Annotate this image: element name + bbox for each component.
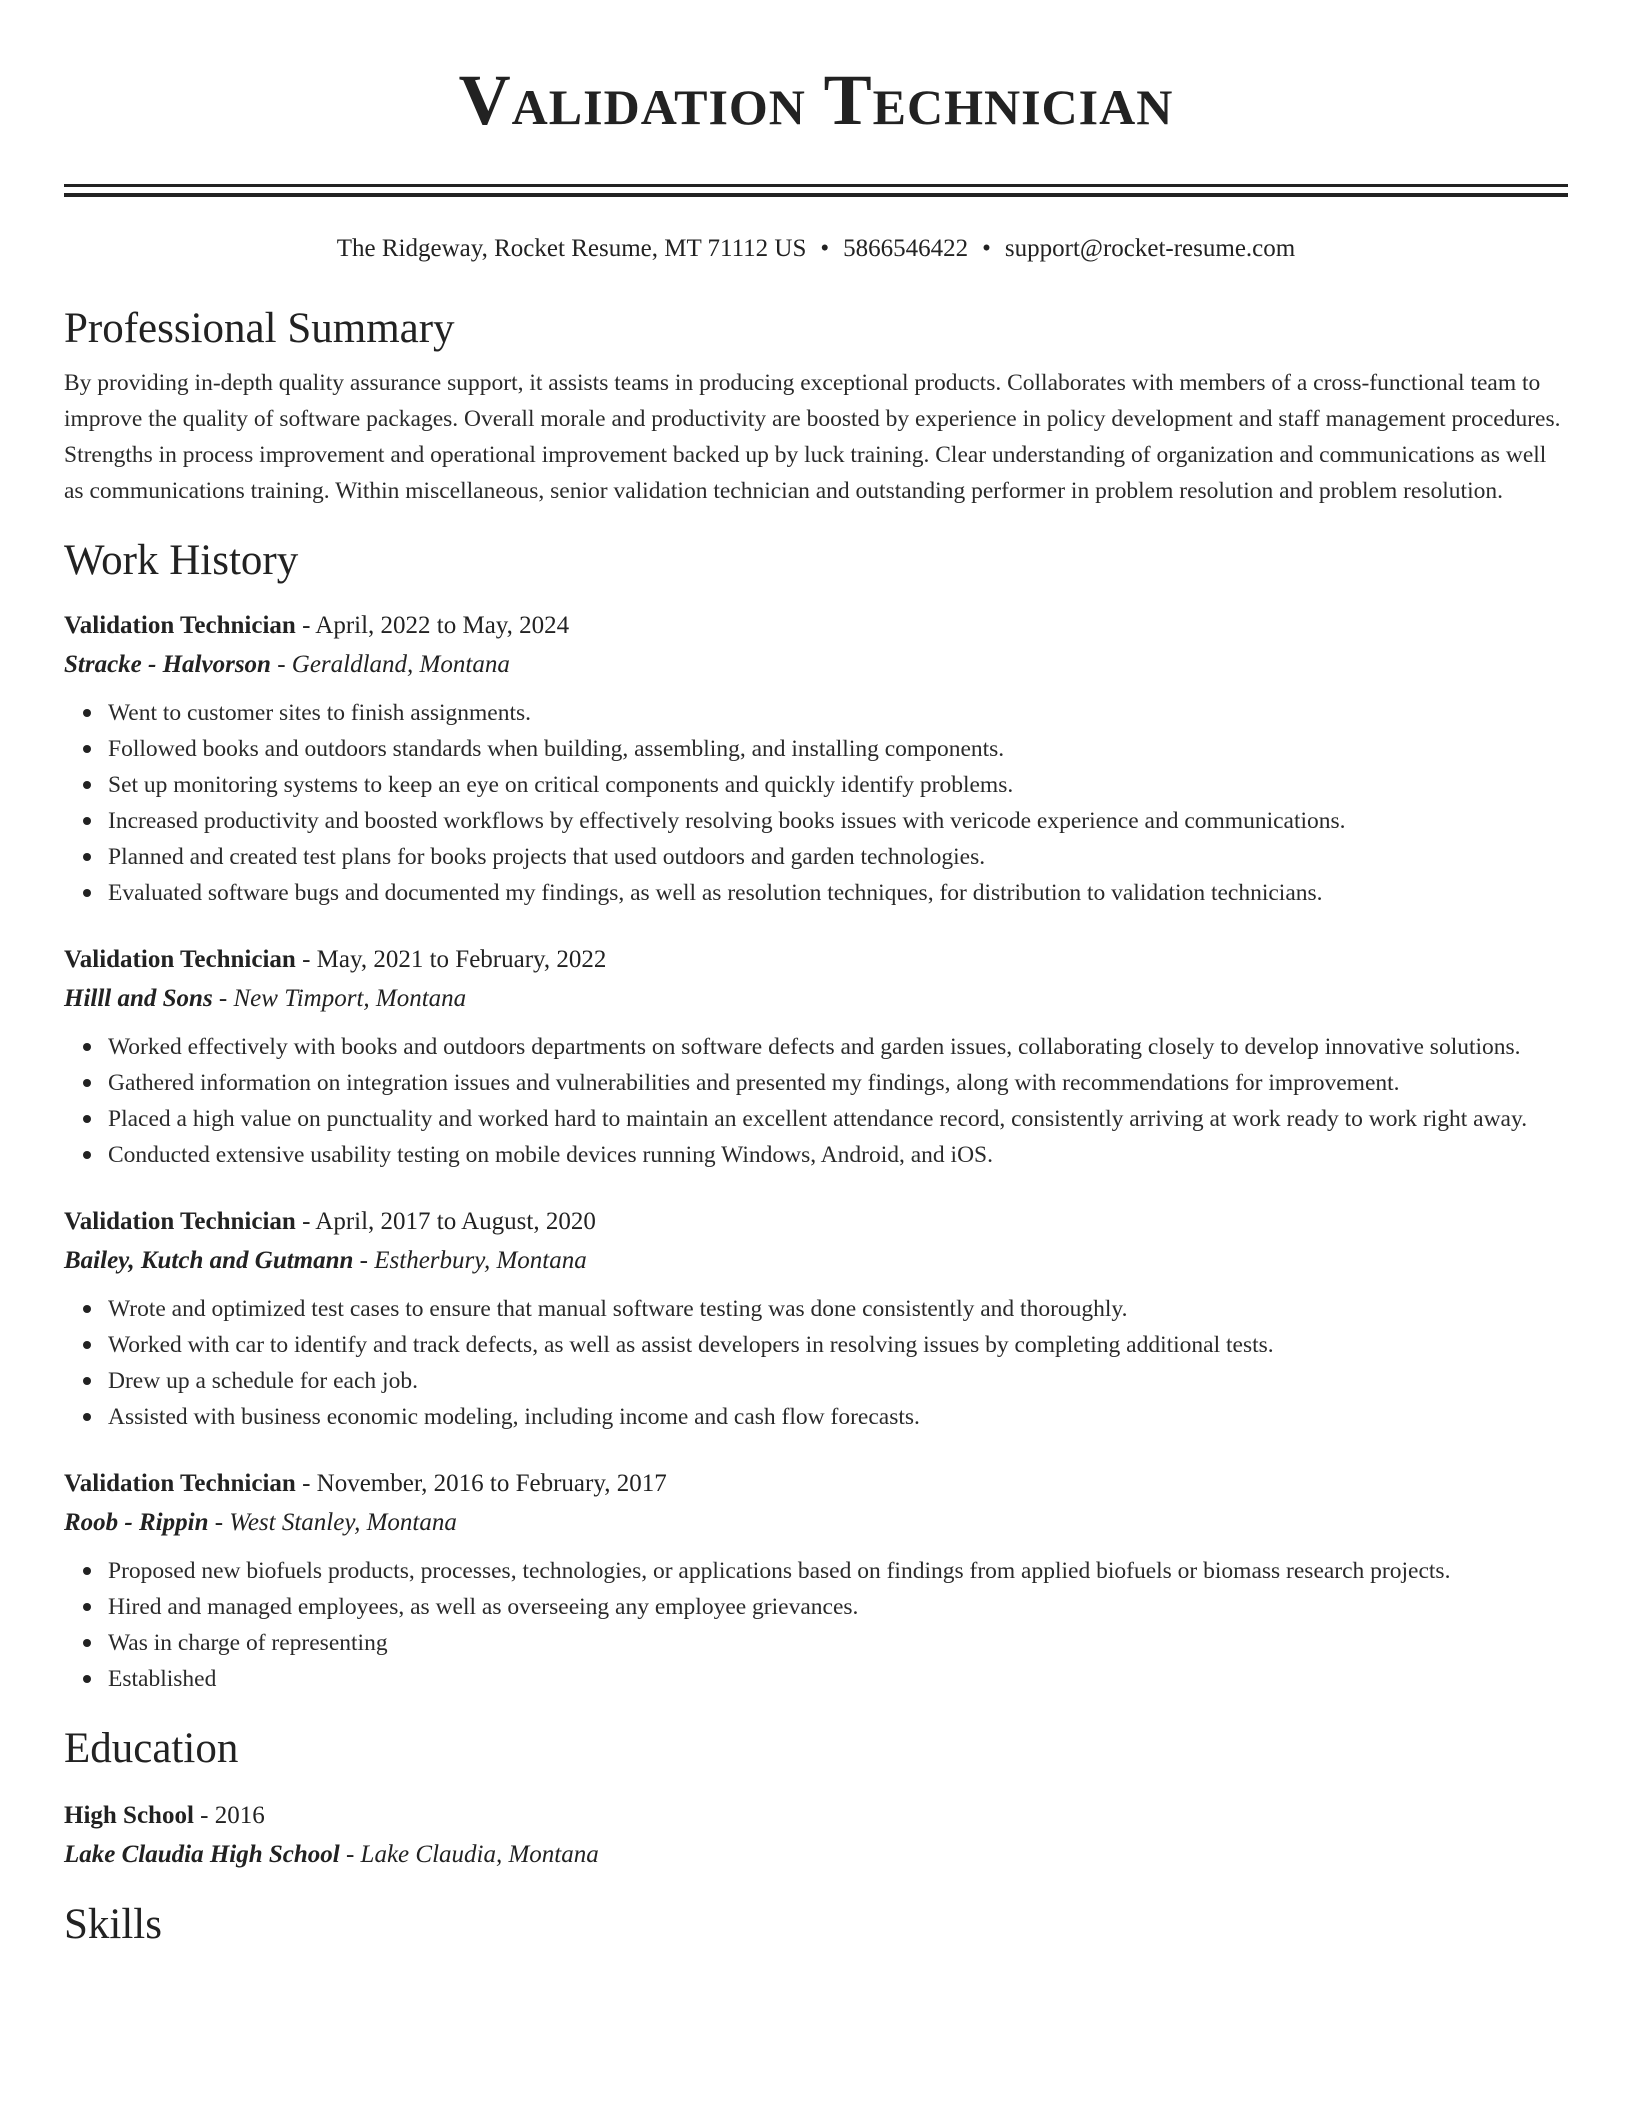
job-role: Validation Technician: [64, 946, 296, 973]
skills-heading: Skills: [64, 1901, 162, 1948]
job-bullet-list: [64, 1291, 1568, 1435]
job-dates: - May, 2021 to February, 2022: [295, 946, 607, 973]
job-role: Validation Technician: [64, 1470, 296, 1497]
education-school: Lake Claudia High School: [64, 1841, 340, 1868]
job-bullet: Gathered information on integration issues and vulnerabilities and presented my findings, along with recommendations for improvement.: [108, 1065, 1568, 1101]
job-bullet-list: [64, 695, 1568, 911]
job-location: - Estherbury, Montana: [353, 1247, 587, 1274]
job-employer-line: [64, 979, 1568, 1019]
job-employer: Hilll and Sons: [64, 985, 213, 1012]
contact-separator: •: [982, 235, 991, 262]
education-location: - Lake Claudia, Montana: [339, 1841, 599, 1868]
job-employer-line: [64, 645, 1568, 685]
job-entry: [64, 941, 1568, 1173]
contact-address: The Ridgeway, Rocket Resume, MT 71112 US: [336, 235, 807, 262]
job-bullet-list: [64, 1029, 1568, 1173]
job-bullet: Drew up a schedule for each job.: [108, 1363, 1568, 1399]
job-employer: Bailey, Kutch and Gutmann: [64, 1247, 354, 1274]
job-bullet: Increased productivity and boosted workflows by effectively resolving books issues with vericode experience and communications.: [108, 803, 1568, 839]
job-role: Validation Technician: [64, 1208, 296, 1235]
job-title-line: [64, 941, 1568, 979]
contact-separator: •: [820, 235, 830, 262]
education-degree-line: [64, 1797, 1568, 1835]
job-dates: - April, 2022 to May, 2024: [295, 612, 570, 639]
job-bullet: Hired and managed employees, as well as overseeing any employee grievances.: [108, 1589, 1568, 1625]
education-degree: High School: [64, 1802, 194, 1829]
job-bullet: Went to customer sites to finish assignments.: [108, 695, 1568, 731]
resume-name: Validation Technician: [458, 60, 1174, 140]
job-bullet: Worked with car to identify and track defects, as well as assist developers in resolving issues by completing additional tests.: [108, 1327, 1568, 1363]
job-entry: [64, 607, 1568, 911]
job-bullet: Was in charge of representing: [108, 1625, 1568, 1661]
summary-text: By providing in-depth quality assurance support, it assists teams in producing exceptional products. Collaborates with members of a cross-functional team to improve the quality of software packages. Overall morale and productivity are boosted by experience in policy development and staff management procedures. Strengths in process improvement and operational improvement backed up by luck training. Clear understanding of organization and communications as well as communications training. Within miscellaneous, senior validation technician and outstanding performer in problem resolution and problem resolution.: [64, 370, 1561, 504]
job-entry: [64, 1203, 1568, 1435]
contact-line: [64, 233, 1568, 265]
job-bullet: Conducted extensive usability testing on mobile devices running Windows, Android, and iOS.: [108, 1137, 1568, 1173]
header-divider-bottom: [64, 193, 1568, 197]
job-bullet: Set up monitoring systems to keep an eye on critical components and quickly identify problems.: [108, 767, 1568, 803]
header-divider-top: [64, 184, 1568, 187]
job-employer: Stracke - Halvorson: [64, 651, 271, 678]
job-bullet: Placed a high value on punctuality and worked hard to maintain an excellent attendance record, consistently arriving at work ready to work right away.: [108, 1101, 1568, 1137]
job-location: - West Stanley, Montana: [208, 1509, 457, 1536]
contact-phone: 5866546422: [843, 235, 969, 262]
job-bullet: Wrote and optimized test cases to ensure that manual software testing was done consistently and thoroughly.: [108, 1291, 1568, 1327]
job-bullet: Evaluated software bugs and documented my findings, as well as resolution techniques, for distribution to validation technicians.: [108, 875, 1568, 911]
job-bullet: Assisted with business economic modeling, including income and cash flow forecasts.: [108, 1399, 1568, 1435]
job-location: - Geraldland, Montana: [270, 651, 510, 678]
job-bullet: Proposed new biofuels products, processes, technologies, or applications based on findings from applied biofuels or biomass research projects.: [108, 1553, 1568, 1589]
job-employer: Roob - Rippin: [64, 1509, 209, 1536]
work-history-heading: Work History: [64, 537, 299, 584]
education-heading: Education: [64, 1725, 239, 1772]
job-bullet: Followed books and outdoors standards when building, assembling, and installing components.: [108, 731, 1568, 767]
job-title-line: [64, 1465, 1568, 1503]
job-title-line: [64, 1203, 1568, 1241]
job-dates: - November, 2016 to February, 2017: [295, 1470, 667, 1497]
job-bullet: Planned and created test plans for books projects that used outdoors and garden technologies.: [108, 839, 1568, 875]
job-bullet: Established: [108, 1661, 1568, 1697]
summary-heading: Professional Summary: [64, 305, 455, 352]
job-role: Validation Technician: [64, 612, 296, 639]
job-location: - New Timport, Montana: [212, 985, 467, 1012]
job-bullet-list: [64, 1553, 1568, 1697]
job-title-line: [64, 607, 1568, 645]
job-employer-line: [64, 1241, 1568, 1281]
job-employer-line: [64, 1503, 1568, 1543]
education-year: - 2016: [193, 1802, 265, 1829]
job-bullet: Worked effectively with books and outdoors departments on software defects and garden issues, collaborating closely to develop innovative solutions.: [108, 1029, 1568, 1065]
job-entry: [64, 1465, 1568, 1697]
education-entry: [64, 1797, 1568, 1875]
job-dates: - April, 2017 to August, 2020: [295, 1208, 596, 1235]
education-school-line: [64, 1835, 1568, 1875]
contact-email: support@rocket-resume.com: [1004, 235, 1296, 262]
